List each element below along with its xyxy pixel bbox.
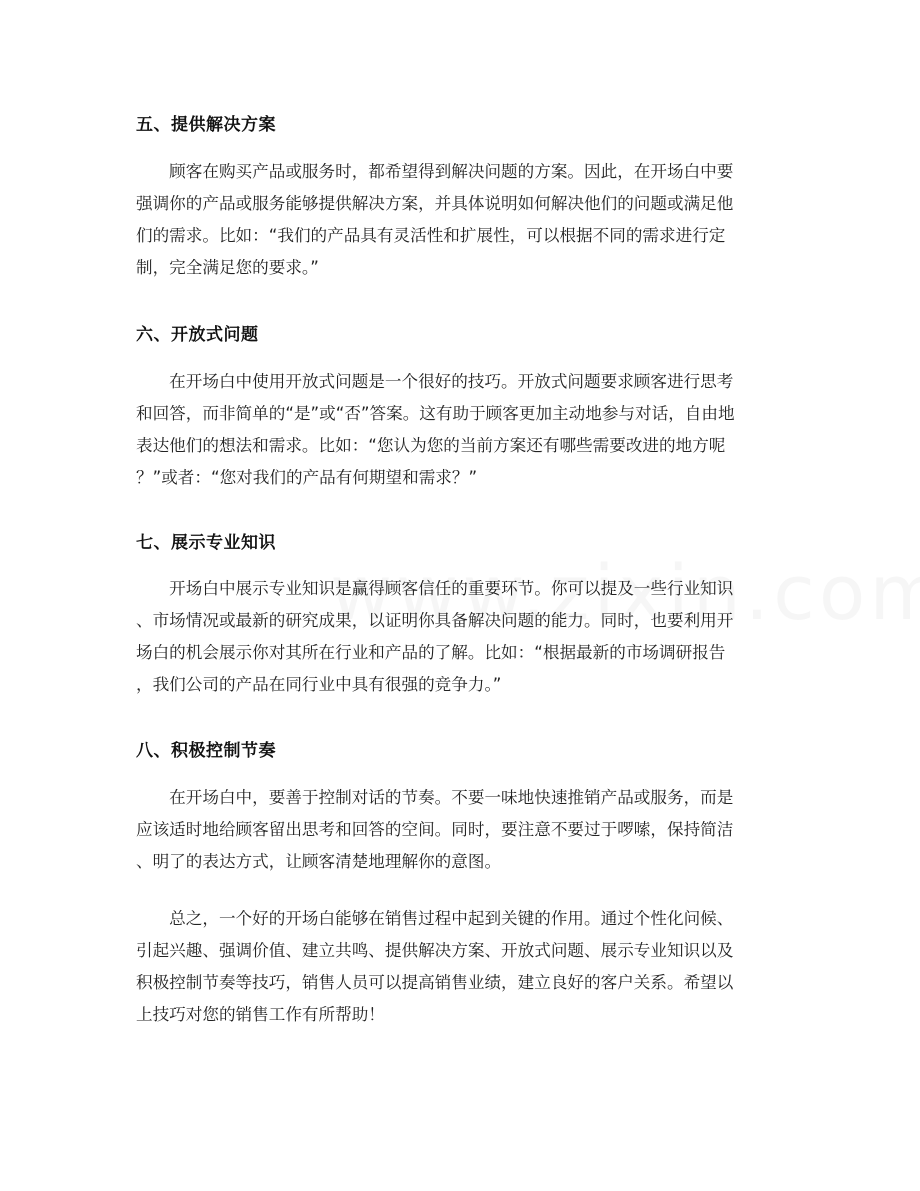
paragraph-line: 们的需求。比如：“我们的产品具有灵活性和扩展性，可以根据不同的需求进行定: [136, 226, 726, 245]
section-heading-6: 六、开放式问题: [136, 325, 259, 345]
paragraph-line: 表达他们的想法和需求。比如：“您认为您的当前方案还有哪些需要改进的地方呢: [136, 436, 726, 455]
paragraph-line: 制，完全满足您的要求。”: [136, 258, 319, 277]
paragraph-line: 场白的机会展示你对其所在行业和产品的了解。比如：“根据最新的市场调研报告: [136, 643, 726, 662]
section-paragraph-6: [136, 366, 796, 494]
paragraph-line: 、明了的表达方式，让顾客清楚地理解你的意图。: [136, 852, 502, 871]
paragraph-line: 在开场白中使用开放式问题是一个很好的技巧。开放式问题要求顾客进行思考: [136, 372, 734, 391]
section-paragraph-7: [136, 573, 796, 701]
paragraph-line: 引起兴趣、强调价值、建立共鸣、提供解决方案、开放式问题、展示专业知识以及: [136, 941, 734, 960]
paragraph-line: 应该适时地给顾客留出思考和回答的空间。同时，要注意不要过于啰嗦，保持简洁: [136, 820, 734, 839]
paragraph-line: 积极控制节奏等技巧，销售人员可以提高销售业绩，建立良好的客户关系。希望以: [136, 973, 734, 992]
section-heading-8: 八、积极控制节奏: [136, 741, 276, 761]
conclusion-paragraph: [136, 903, 796, 1031]
paragraph-line: 在开场白中，要善于控制对话的节奏。不要一味地快速推销产品或服务，而是: [136, 788, 734, 807]
paragraph-line: 总之，一个好的开场白能够在销售过程中起到关键的作用。通过个性化问候、: [136, 909, 734, 928]
paragraph-line: ？”或者：“您对我们的产品有何期望和需求？”: [136, 468, 478, 487]
section-heading-7: 七、展示专业知识: [136, 533, 276, 553]
paragraph-line: 强调你的产品或服务能够提供解决方案，并具体说明如何解决他们的问题或满足他: [136, 194, 734, 213]
paragraph-line: ，我们公司的产品在同行业中具有很强的竞争力。”: [136, 675, 502, 694]
paragraph-line: 和回答，而非简单的“是”或“否”答案。这有助于顾客更加主动地参与对话，自由地: [136, 404, 735, 423]
paragraph-line: 开场白中展示专业知识是赢得顾客信任的重要环节。你可以提及一些行业知识: [136, 579, 734, 598]
paragraph-line: 顾客在购买产品或服务时，都希望得到解决问题的方案。因此，在开场白中要: [136, 162, 734, 181]
section-heading-5: 五、提供解决方案: [136, 115, 276, 135]
section-paragraph-5: [136, 156, 796, 284]
paragraph-line: 上技巧对您的销售工作有所帮助！: [136, 1005, 385, 1024]
paragraph-line: 、市场情况或最新的研究成果，以证明你具备解决问题的能力。同时，也要利用开: [136, 611, 734, 630]
section-paragraph-8: [136, 782, 796, 878]
